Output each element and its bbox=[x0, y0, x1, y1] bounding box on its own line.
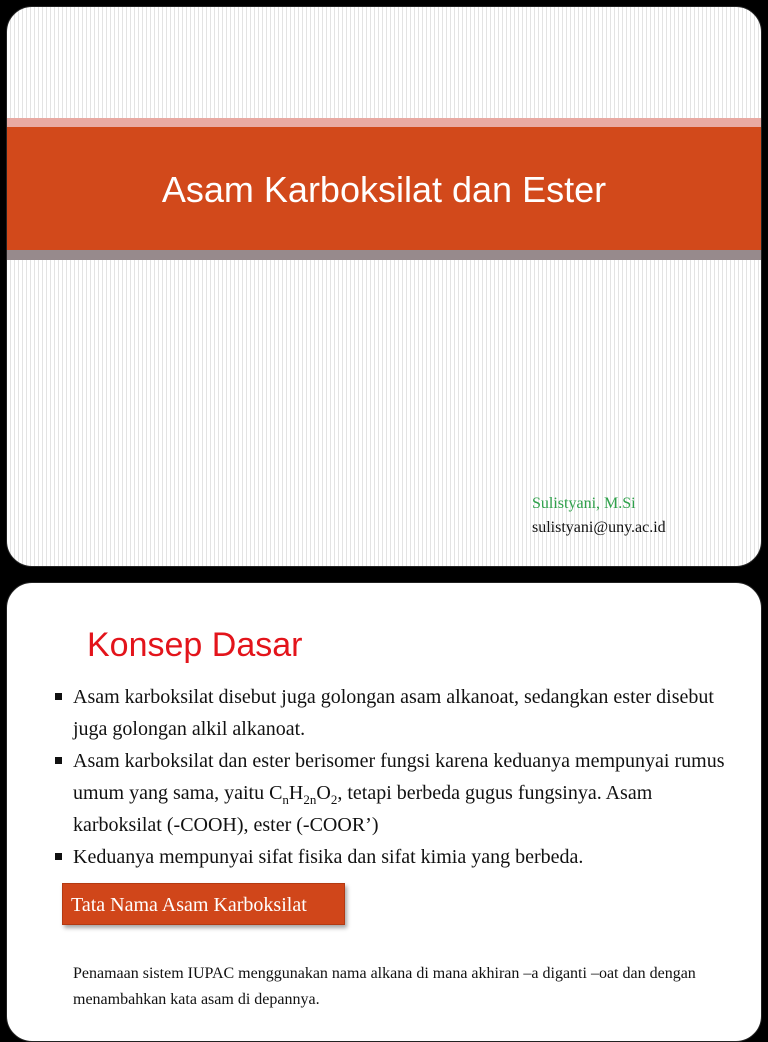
title-slide bbox=[6, 6, 762, 567]
formula-c-subscript: n bbox=[282, 792, 289, 807]
author-email: sulistyani@uny.ac.id bbox=[532, 519, 666, 536]
general-formula bbox=[269, 782, 338, 807]
content-slide bbox=[6, 582, 762, 1042]
title-band-top bbox=[7, 118, 761, 127]
bullet-item bbox=[55, 745, 745, 841]
bullet-list bbox=[55, 681, 745, 873]
formula-c: C bbox=[269, 782, 283, 804]
formula-o-subscript: 2 bbox=[330, 792, 338, 807]
tata-nama-button[interactable]: Tata Nama Asam Karboksilat bbox=[62, 883, 345, 925]
author-name: Sulistyani, M.Si bbox=[532, 495, 636, 512]
iupac-paragraph: Penamaan sistem IUPAC menggunakan nama alkana di mana akhiran –a diganti –oat dan dengan menambahkan kata asam di depannya. bbox=[73, 965, 696, 1008]
bullet-item bbox=[55, 841, 745, 873]
section-heading: Konsep Dasar bbox=[87, 626, 303, 664]
formula-h-subscript: 2n bbox=[303, 792, 317, 807]
bullet-text: Keduanya mempunyai sifat fisika dan sifat kimia yang berbeda. bbox=[73, 846, 584, 868]
author-block bbox=[532, 492, 666, 540]
bullet-text: Asam karboksilat dan ester berisomer fungsi karena keduanya mempunyai rumus umum yang sama, yaitu bbox=[73, 750, 725, 804]
square-bullet-icon bbox=[55, 693, 62, 700]
title-band-bottom bbox=[7, 250, 761, 260]
slide-title: Asam Karboksilat dan Ester bbox=[161, 169, 607, 210]
formula-o: O bbox=[316, 782, 331, 804]
formula-h: H bbox=[288, 782, 304, 804]
square-bullet-icon bbox=[55, 757, 62, 764]
bullet-text: Asam karboksilat disebut juga golongan asam alkanoat, sedangkan ester disebut juga golongan alkil alkanoat. bbox=[73, 686, 714, 740]
bullet-item bbox=[55, 681, 745, 745]
square-bullet-icon bbox=[55, 853, 62, 860]
bullet-text-continued: , tetapi berbeda gugus fungsinya. Asam karboksilat (-COOH), ester (-COOR’) bbox=[73, 782, 653, 836]
